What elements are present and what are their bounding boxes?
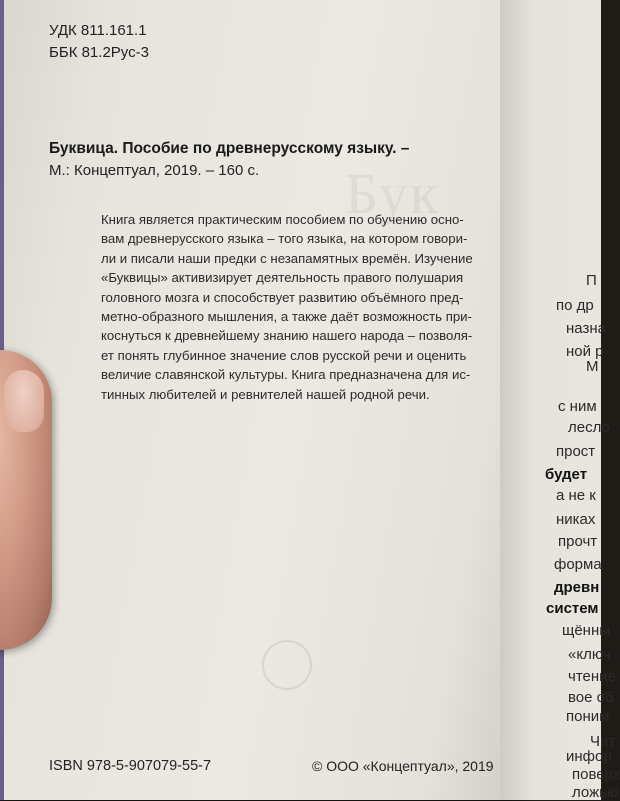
bibliographic-title: Буквица. Пособие по древнерусскому языку. – — [49, 140, 410, 157]
right-page-fragment: ной р — [566, 343, 604, 360]
thumbnail-nail — [4, 370, 44, 432]
right-page-fragment: поним — [566, 708, 610, 725]
right-page-fragment: будет — [545, 466, 588, 483]
publisher-info: М.: Концептуал, 2019. – 160 с. — [49, 162, 260, 179]
publisher-logo-emboss — [262, 640, 312, 690]
right-page-fragment: прост — [556, 443, 596, 460]
right-page-fragment: никах — [556, 511, 596, 528]
right-page-fragment: П — [586, 272, 597, 289]
right-page-fragment: ложью — [572, 784, 619, 801]
right-page-fragment: форма — [554, 556, 602, 573]
abstract-line: ет понять глубинное значение слов русской речи и оценить — [101, 347, 467, 363]
abstract-paragraph — [101, 210, 498, 404]
show-through-title: Бук — [345, 161, 441, 226]
right-page-fragment: прочт — [558, 533, 598, 550]
right-page-fragment: щённы — [562, 622, 611, 639]
udk-code: УДК 811.161.1 — [49, 22, 147, 39]
right-page-fragment: Чит — [590, 733, 616, 750]
right-page-fragment: систем — [546, 600, 599, 617]
right-page-fragment: древн — [554, 579, 600, 596]
abstract-line: величие славянской культуры. Книга предназначена для ис- — [101, 367, 471, 383]
right-page-fragment: с ним — [558, 398, 597, 415]
right-page — [500, 0, 620, 801]
bbk-code: ББК 81.2Рус-3 — [49, 44, 149, 61]
right-page-fragment: вое об — [568, 689, 614, 706]
right-page-fragment: по др — [556, 297, 594, 314]
isbn: ISBN 978-5-907079-55-7 — [49, 758, 212, 774]
abstract-line: коснуться к древнейшему знанию нашего народа – позволя- — [101, 328, 473, 344]
copyright-notice: © ООО «Концептуал», 2019 — [312, 758, 494, 774]
right-page-fragment: лесло — [568, 419, 610, 436]
abstract-line: ли и писали наши предки с незапамятных времён. Изучение — [101, 250, 473, 266]
right-page-fragment: инфор — [566, 748, 612, 765]
abstract-line: вам древнерусского языка – того языка, на котором говори- — [101, 231, 468, 247]
right-page-fragment: чтение — [568, 668, 616, 685]
right-page-fragment: поверх — [572, 766, 620, 783]
abstract-line: Книга является практическим пособием по обучению осно- — [101, 212, 464, 227]
abstract-line: «Буквицы» активизирует деятельность правого полушария — [101, 270, 464, 286]
abstract-line: тинных любителей и ревнителей нашей родной речи. — [101, 386, 430, 402]
right-page-fragment: назна — [566, 320, 606, 337]
right-page-fragment: а не к — [556, 487, 596, 504]
right-page-fragment: «ключ — [568, 646, 611, 663]
abstract-line: метно-образного мышления, а также даёт возможность при- — [101, 309, 472, 325]
abstract-line: головного мозга и способствует развитию объёмного пред- — [101, 289, 464, 305]
right-page-fragment: М — [586, 358, 599, 375]
